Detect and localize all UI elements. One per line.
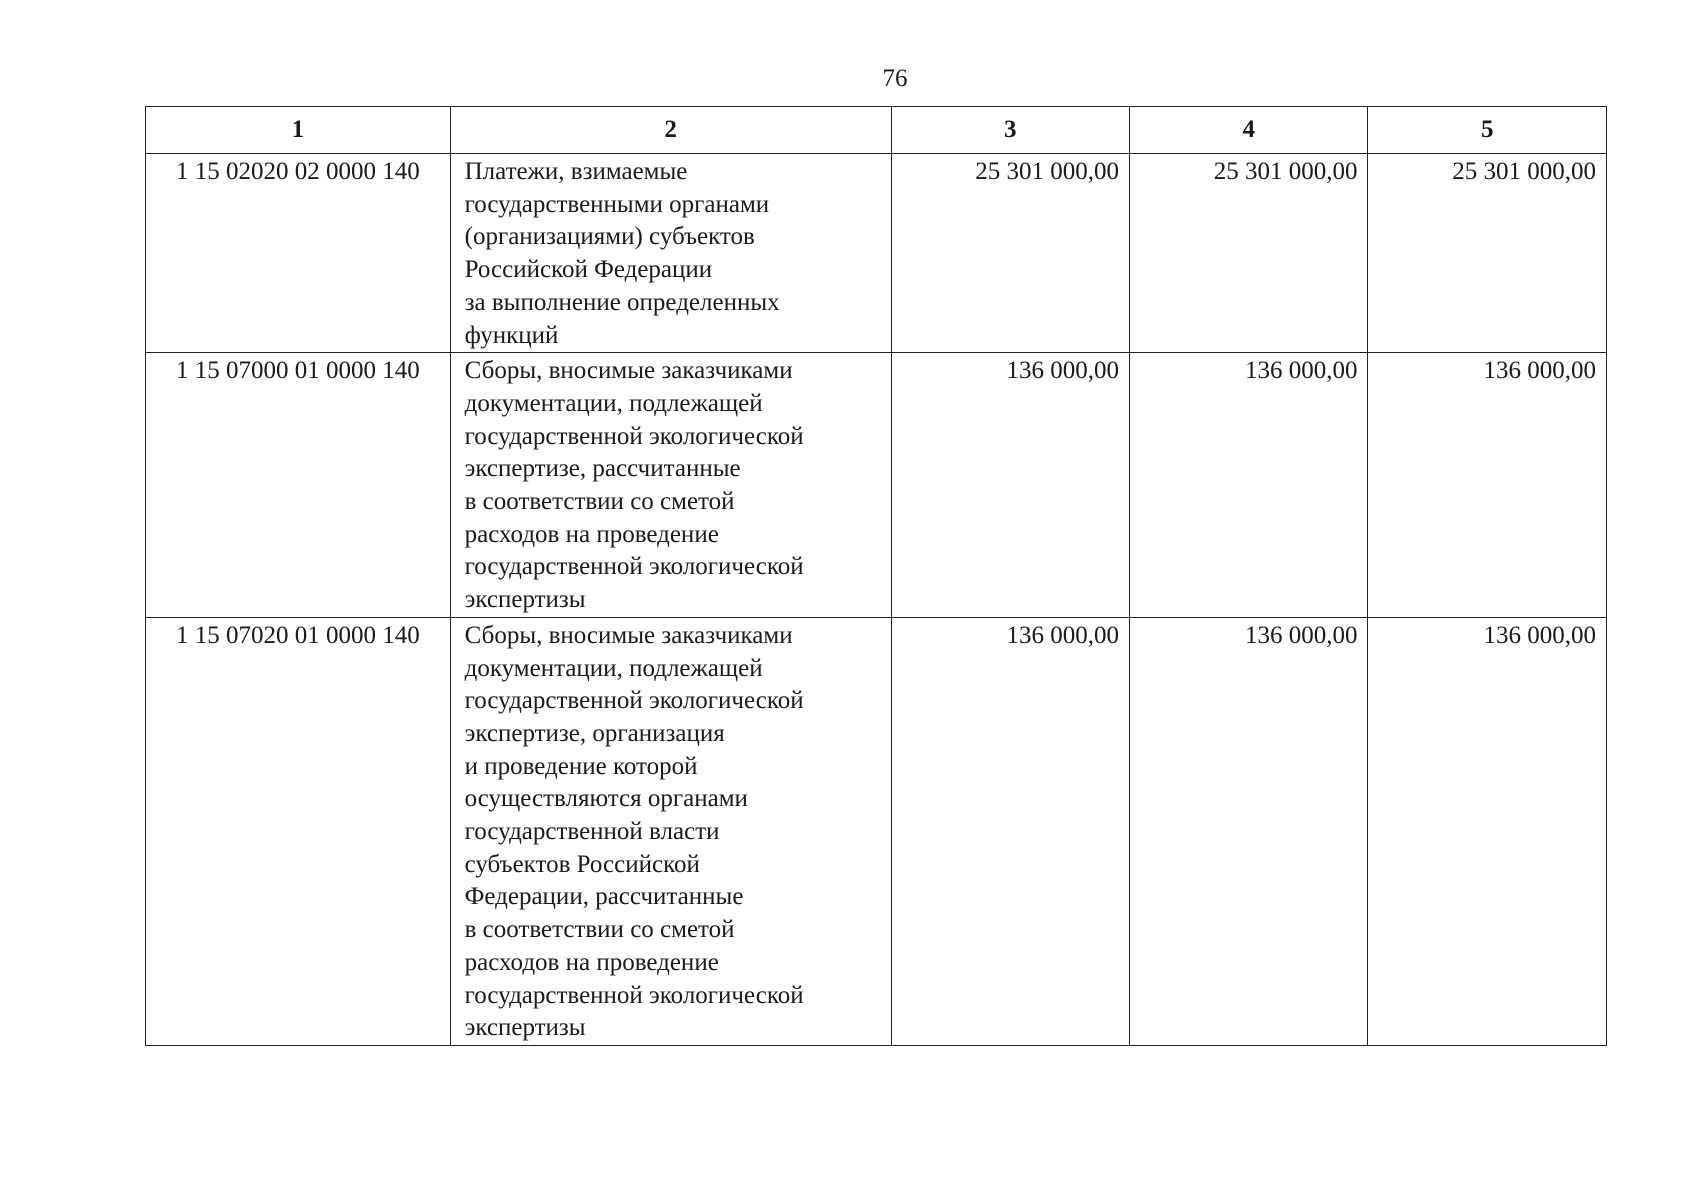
- column-header-1: 1: [146, 107, 451, 154]
- value-col4-cell: 25 301 000,00: [1130, 154, 1368, 353]
- budget-table: [145, 106, 1607, 1046]
- revenue-code-cell: 1 15 02020 02 0000 140: [146, 154, 451, 353]
- value-col4-cell: 136 000,00: [1130, 617, 1368, 1045]
- value-col4-cell: 136 000,00: [1130, 353, 1368, 618]
- value-col3-cell: 136 000,00: [891, 353, 1129, 618]
- value-col3-cell: 136 000,00: [891, 617, 1129, 1045]
- page-number: 76: [882, 65, 908, 92]
- table-header-row: [146, 107, 1607, 154]
- revenue-code-cell: 1 15 07000 01 0000 140: [146, 353, 451, 618]
- revenue-name-cell: Платежи, взимаемые государственными органами (организациями) субъектов Российской Федерации за выполнение определенных функций: [450, 154, 891, 353]
- table-row: [146, 617, 1607, 1045]
- column-header-4: 4: [1130, 107, 1368, 154]
- revenue-name-cell: Сборы, вносимые заказчиками документации, подлежащей государственной экологической экспертизе, рассчитанные в соответствии со сметой расходов на проведение государственной экологической экспертизы: [450, 353, 891, 618]
- column-header-5: 5: [1368, 107, 1607, 154]
- value-col3-cell: 25 301 000,00: [891, 154, 1129, 353]
- revenue-code-cell: 1 15 07020 01 0000 140: [146, 617, 451, 1045]
- value-col5-cell: 136 000,00: [1368, 353, 1607, 618]
- value-col5-cell: 136 000,00: [1368, 617, 1607, 1045]
- column-header-3: 3: [891, 107, 1129, 154]
- column-header-2: 2: [450, 107, 891, 154]
- value-col5-cell: 25 301 000,00: [1368, 154, 1607, 353]
- table-row: [146, 353, 1607, 618]
- revenue-name-cell: Сборы, вносимые заказчиками документации, подлежащей государственной экологической экспертизе, организация и проведение которой осуществляются органами государственной власти субъектов Российской Федерации, рассчитанные в соответствии со сметой расходов на проведение государственной экологической экспертизы: [450, 617, 891, 1045]
- table-row: [146, 154, 1607, 353]
